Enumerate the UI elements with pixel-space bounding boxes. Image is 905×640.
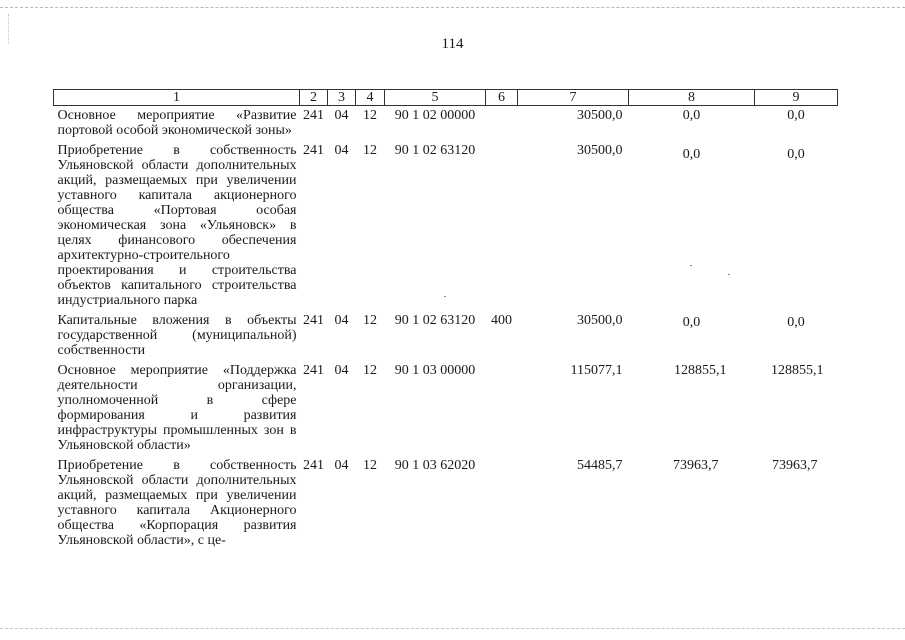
- scan-speck: [444, 296, 446, 297]
- row-description: Капитальные вложения в объекты государственной (муниципальной) собственности: [57, 313, 297, 358]
- cell-code-2: 241: [303, 108, 324, 123]
- cell-code-3: 04: [334, 363, 349, 378]
- cell-code-2: 241: [303, 143, 324, 158]
- row-description: Основное мероприятие «Поддержка деятельности организации, уполномоченной в сфере формирования и развития инфраструктуры промышленных зон в Ульяновской области»: [57, 363, 297, 453]
- cell-code-3: 04: [334, 313, 349, 328]
- cell-amount-9: 73963,7: [772, 458, 818, 473]
- cell-amount-7: 30500,0: [577, 143, 623, 158]
- column-header-4: 4: [356, 90, 385, 106]
- cell-code-3: 04: [334, 458, 349, 473]
- budget-table: [53, 89, 838, 551]
- table-row: [54, 311, 838, 361]
- cell-code-2: 241: [303, 363, 324, 378]
- column-header-8: 8: [629, 90, 755, 106]
- cell-code-2: 241: [303, 458, 324, 473]
- column-header-3: 3: [328, 90, 356, 106]
- column-header-6: 6: [486, 90, 518, 106]
- column-header-7: 7: [518, 90, 629, 106]
- row-description: Приобретение в собственность Ульяновской области дополнительных акций, размещаемых при увеличении уставного капитала Акционерного общества «Корпорация развития Ульяновской области», с це-: [57, 458, 297, 548]
- cell-amount-9: 0,0: [787, 147, 805, 162]
- table-row: [54, 141, 838, 311]
- cell-code-5: 90 1 02 00000: [394, 108, 476, 123]
- cell-amount-8: 73963,7: [673, 458, 719, 473]
- column-header-2: 2: [300, 90, 328, 106]
- cell-amount-8: 0,0: [682, 147, 701, 162]
- cell-code-5: 90 1 02 63120: [394, 313, 476, 328]
- cell-amount-7: 30500,0: [577, 313, 623, 328]
- table-row: [54, 361, 838, 456]
- cell-code-5: 90 1 03 62020: [394, 458, 476, 473]
- cell-code-4: 12: [363, 363, 377, 378]
- table-row: [54, 106, 838, 142]
- cell-amount-8: 0,0: [682, 108, 701, 123]
- page-number: 114: [441, 36, 464, 52]
- scan-speck: [690, 265, 692, 266]
- cell-code-3: 04: [334, 143, 349, 158]
- cell-code-4: 12: [363, 143, 377, 158]
- cell-amount-8: 0,0: [682, 315, 701, 330]
- cell-amount-9: 0,0: [787, 108, 805, 123]
- cell-code-2: 241: [303, 313, 324, 328]
- cell-code-6: 400: [491, 313, 512, 328]
- cell-amount-7: 115077,1: [570, 363, 623, 378]
- cell-code-3: 04: [334, 108, 349, 123]
- column-header-9: 9: [755, 90, 838, 106]
- scan-speck: [728, 274, 730, 275]
- cell-code-4: 12: [363, 313, 377, 328]
- cell-amount-9: 128855,1: [771, 363, 824, 378]
- row-description: Основное мероприятие «Развитие портовой особой экономической зоны»: [57, 108, 297, 138]
- column-header-1: 1: [54, 90, 300, 106]
- cell-code-6: [486, 361, 518, 456]
- cell-amount-9: 0,0: [787, 315, 805, 330]
- scan-edge-bottom: [0, 628, 905, 629]
- row-description: Приобретение в собственность Ульяновской области дополнительных акций, размещаемых при увеличении уставного капитала акционерного общества «Портовая особая экономическая зона «Ульяновск» в целях финансового обеспечения архитектурно-строительного проектирования и строительства объектов капитального строительства индустриального парка: [57, 143, 297, 308]
- cell-code-6: [486, 141, 518, 311]
- cell-code-4: 12: [363, 458, 377, 473]
- table-header-row: [54, 90, 838, 106]
- scan-edge-top: [0, 7, 905, 8]
- cell-code-5: 90 1 02 63120: [394, 143, 476, 158]
- cell-code-6: [486, 456, 518, 551]
- cell-amount-7: 30500,0: [577, 108, 623, 123]
- cell-code-5: 90 1 03 00000: [394, 363, 476, 378]
- cell-amount-8: 128855,1: [674, 363, 727, 378]
- cell-code-4: 12: [363, 108, 377, 123]
- column-header-5: 5: [385, 90, 486, 106]
- table-row: [54, 456, 838, 551]
- cell-amount-7: 54485,7: [577, 458, 623, 473]
- cell-code-6: [486, 106, 518, 142]
